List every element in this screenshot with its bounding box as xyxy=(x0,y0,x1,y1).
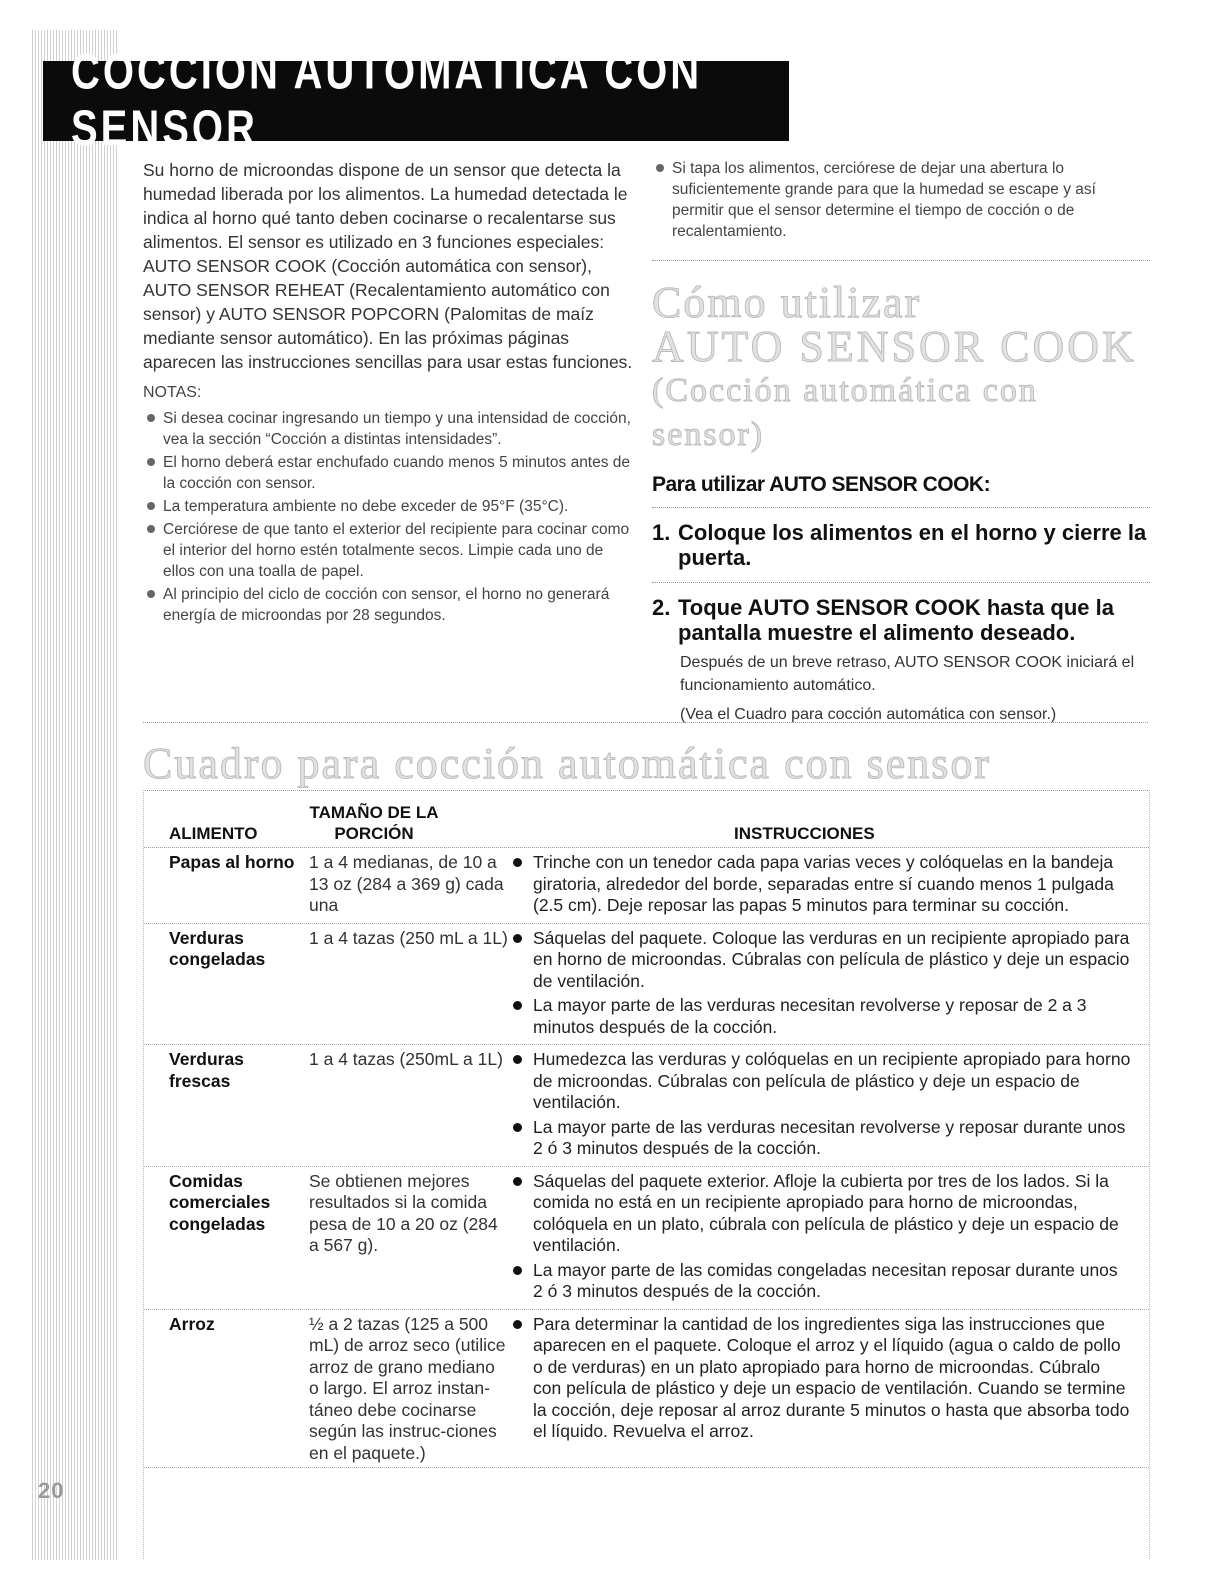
table-row xyxy=(144,924,1149,1046)
table-header xyxy=(144,791,1149,848)
header-portion-line2: PORCIÓN xyxy=(334,824,414,843)
page-number: 20 xyxy=(38,1478,65,1503)
chart-title: Cuadro para cocción automática con sensor xyxy=(143,739,992,788)
divider xyxy=(652,507,1150,508)
table-row xyxy=(144,1310,1149,1469)
food-cell: Arroz xyxy=(169,1313,215,1334)
notes-list xyxy=(143,408,638,626)
step-2 xyxy=(652,595,1150,645)
instructions-cell xyxy=(509,1314,1149,1465)
intro-paragraph: Su horno de microondas dispone de un sensor que detecta la humedad liberada por los alimentos. La humedad detectada le indica al horno qué tanto deben cocinarse o recalentarse sus alimentos. El sensor es utilizado en 3 funciones especiales: AUTO SENSOR COOK (Cocción automática con sensor), AUTO SENSOR REHEAT (Recalentamiento automático con sensor) y AUTO SENSOR POPCORN (Palomitas de maíz mediante sensor automático). En las próximas páginas aparecen las instrucciones sencillas para usar estas funciones. xyxy=(143,160,633,372)
step-text: Coloque los alimentos en el horno y cierre la puerta. xyxy=(678,520,1147,570)
step-2-reference: (Vea el Cuadro para cocción automática con sensor.) xyxy=(680,706,1057,723)
instructions-cell xyxy=(509,852,1149,920)
step-number: 2. xyxy=(652,595,671,620)
right-note-list xyxy=(652,158,1150,242)
howto-heading xyxy=(652,278,1150,457)
instruction-item: La mayor parte de las verduras necesitan revolverse y reposar durante unos 2 ó 3 minutos después de la cocción. xyxy=(509,1117,1131,1160)
food-cell: Verduras congeladas xyxy=(169,927,266,969)
food-cell: Verduras frescas xyxy=(169,1049,244,1091)
food-cell: Papas al horno xyxy=(169,852,295,872)
portion-cell: 1 a 4 tazas (250 mL a 1L) xyxy=(309,927,508,948)
section-divider xyxy=(143,722,1148,723)
left-column xyxy=(143,158,638,628)
portion-cell: 1 a 4 tazas (250mL a 1L) xyxy=(309,1049,503,1069)
instruction-item: Sáquelas del paquete. Coloque las verduras en un recipiente apropiado para en horno de microondas. Cúbralas con película de plástico y deje un espacio de ventilación. xyxy=(509,928,1131,993)
note-item: La temperatura ambiente no debe exceder de 95°F (35°C). xyxy=(143,496,638,517)
notes-title: NOTAS: xyxy=(143,384,202,401)
header-portion-line1: TAMAÑO DE LA xyxy=(309,803,439,822)
header-portion xyxy=(294,802,454,844)
instruction-item: Sáquelas del paquete exterior. Afloje la cubierta por tres de los lados. Si la comida no está en un recipiente apropiado para horno de microondas, colóquela en un plato, cúbrala con película de plástico y deje un espacio de ventilación. xyxy=(509,1171,1131,1257)
instruction-item: Trinche con un tenedor cada papa varias veces y colóquelas en la bandeja giratoria, alrededor del borde, separadas entre sí cuando menos 1 pulgada (2.5 cm). Deje reposar las papas 5 minutos para terminar su cocción. xyxy=(509,852,1131,917)
note-item: Si desea cocinar ingresando un tiempo y una intensidad de cocción, vea la sección “Cocción a distintas intensidades”. xyxy=(143,408,638,450)
step-2-body: Después de un breve retraso, AUTO SENSOR COOK iniciará el funcionamiento automático. xyxy=(680,654,1135,694)
portion-cell: ½ a 2 tazas (125 a 500 mL) de arroz seco (utilice arroz de grano mediano o largo. El arroz instan-táneo debe cocinarse según las instruc-ciones en el paquete.) xyxy=(309,1313,506,1463)
instruction-item: La mayor parte de las verduras necesitan revolverse y reposar de 2 a 3 minutos después de la cocción. xyxy=(509,995,1131,1038)
divider xyxy=(652,582,1150,583)
step-text: Toque AUTO SENSOR COOK hasta que la pantalla muestre el alimento deseado. xyxy=(678,595,1114,645)
note-item: Al principio del ciclo de cocción con sensor, el horno no generará energía de microondas por 28 segundos. xyxy=(143,584,638,626)
instructions-cell xyxy=(509,928,1149,1042)
table-row xyxy=(144,1167,1149,1310)
table-row xyxy=(144,848,1149,924)
instructions-cell xyxy=(509,1171,1149,1306)
note-item: Cerciórese de que tanto el exterior del recipiente para cocinar como el interior del horno estén totalmente secos. Limpie cada uno de ellos con una toalla de papel. xyxy=(143,519,638,582)
table-row xyxy=(144,1045,1149,1167)
step-number: 1. xyxy=(652,520,671,545)
page-title: COCCIÓN AUTOMÁTICA CON SENSOR xyxy=(71,44,703,156)
howto-heading-line1: Cómo utilizar xyxy=(652,278,922,327)
instructions-cell xyxy=(509,1049,1149,1163)
food-cell: Comidas comerciales congeladas xyxy=(169,1170,271,1234)
header-instructions: INSTRUCCIONES xyxy=(734,824,875,843)
note-item: El horno deberá estar enchufado cuando menos 5 minutos antes de la cocción con sensor. xyxy=(143,452,638,494)
right-note-item: Si tapa los alimentos, cerciórese de dejar una abertura lo suficientemente grande para que la humedad se escape y así permitir que el sensor determine el tiempo de cocción o de recalentamiento. xyxy=(652,158,1150,242)
howto-heading-line2: AUTO SENSOR COOK xyxy=(652,322,1137,371)
divider xyxy=(652,260,1150,261)
header-food: ALIMENTO xyxy=(169,824,258,843)
portion-cell: 1 a 4 medianas, de 10 a 13 oz (284 a 369 g) cada una xyxy=(309,852,504,915)
step-1 xyxy=(652,520,1150,570)
right-column xyxy=(652,158,1150,726)
sensor-cook-table xyxy=(143,790,1150,1559)
page-title-bar xyxy=(43,44,789,156)
instruction-item: Humedezca las verduras y colóquelas en un recipiente apropiado para horno de microondas. Cúbralas con película de plástico y deje un espacio de ventilación. xyxy=(509,1049,1131,1114)
howto-subhead: Para utilizar AUTO SENSOR COOK: xyxy=(652,473,991,496)
instruction-item: Para determinar la cantidad de los ingredientes siga las instrucciones que aparecen en el paquete. Coloque el arroz y el líquido (agua o caldo de pollo o de verduras) en un plato apropiado para horno de microondas. Cúbralo con película de plástico y deje un espacio de ventilación. Cuando se termine la cocción, deje reposar al arroz durante 5 minutos o hasta que absorba todo el líquido. Revuelva el arroz. xyxy=(509,1314,1131,1443)
instruction-item: La mayor parte de las comidas congeladas necesitan reposar durante unos 2 ó 3 minutos después de la cocción. xyxy=(509,1260,1131,1303)
decorative-side-strip xyxy=(32,30,118,1560)
howto-heading-line3: (Cocción automática con sensor) xyxy=(652,372,1038,453)
portion-cell: Se obtienen mejores resultados si la comida pesa de 10 a 20 oz (284 a 567 g). xyxy=(309,1170,498,1255)
